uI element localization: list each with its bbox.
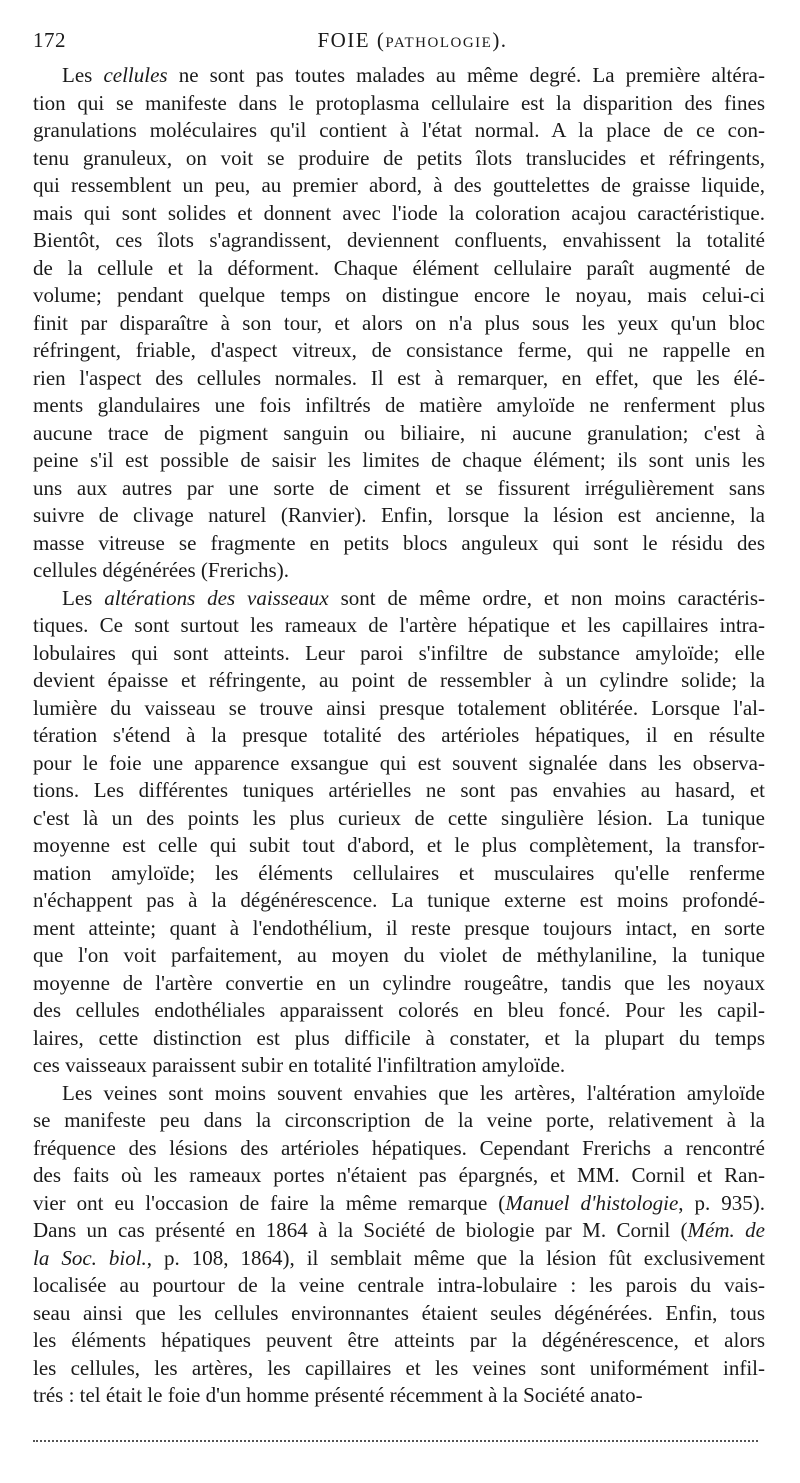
text-run: peine s'il est possible de saisir les limites de chaque élément; ils sont unis les — [33, 448, 765, 472]
text-line — [33, 1327, 765, 1355]
text-line — [33, 1382, 765, 1410]
text-line — [33, 970, 765, 998]
text-run: qui ressemblent un peu, au premier abord, à des gouttelettes de graisse liquide, — [33, 173, 765, 197]
text-run: des cellules endothéliales apparaissent colorés en bleu foncé. Pour les capil- — [33, 998, 765, 1022]
text-run: Les veines sont moins souvent envahies que les artères, l'altération amyloïde — [62, 1080, 765, 1105]
text-run: Les — [62, 63, 104, 87]
text-line — [33, 1080, 765, 1108]
text-run: mation amyloïde; les éléments cellulaires et musculaires qu'elle renferme — [33, 860, 765, 885]
text-run: des faits où les rameaux portes n'étaient pas épargnés, et MM. Cornil et Ran- — [33, 1163, 765, 1187]
italic-phrase: Mém. de — [687, 1218, 765, 1242]
italic-phrase: altérations des vaisseaux — [104, 585, 329, 610]
text-run: ces vaisseaux paraissent subir en totalité l'infiltration amyloïde. — [33, 1053, 566, 1077]
text-run: que l'on voit parfaitement, au moyen du violet de méthylaniline, la tunique — [33, 943, 765, 967]
text-line — [33, 117, 765, 145]
text-line — [33, 1272, 765, 1300]
text-line — [33, 282, 765, 310]
text-line — [33, 90, 765, 118]
text-line — [33, 557, 765, 585]
text-line — [33, 310, 765, 338]
text-line — [33, 860, 765, 888]
text-line — [33, 227, 765, 255]
running-header — [33, 28, 792, 58]
text-run: , p. 935). — [678, 1190, 765, 1215]
text-line — [33, 915, 765, 943]
text-run: ne sont pas toutes malades au même degré. La première altéra- — [167, 63, 765, 87]
text-line — [33, 145, 765, 173]
running-title-small: PATHOLOGIE — [385, 35, 493, 51]
text-run: lumière du vaisseau se trouve ainsi presque totalement oblitérée. Lorsque l'al- — [33, 695, 765, 720]
text-run: c'est là un des points les plus curieux de cette singulière lésion. La tunique — [33, 805, 765, 830]
text-line — [33, 337, 765, 365]
text-line — [33, 667, 765, 695]
text-line — [33, 530, 765, 558]
text-run: fréquence des lésions des artérioles hépatiques. Cependant Frerichs a rencontré — [33, 1135, 765, 1160]
text-run: granulations moléculaires qu'il contient à l'état normal. A la place de ce con- — [33, 118, 765, 142]
text-line — [33, 172, 765, 200]
text-line — [33, 777, 765, 805]
text-run: se manifeste peu dans la circonscription de la veine porte, relativement à la — [33, 1108, 765, 1132]
text-line — [33, 1245, 765, 1273]
text-run: seau ainsi que les cellules environnantes étaient seules dégénérées. Enfin, tous — [33, 1300, 765, 1325]
text-run: tération s'étend à la presque totalité des artérioles hépatiques, il en résulte — [33, 723, 765, 747]
text-run: , p. 108, 1864), il semblait même que la lésion fût exclusivement — [146, 1245, 765, 1270]
text-line — [33, 695, 765, 723]
text-line — [33, 887, 765, 915]
text-line — [33, 640, 765, 668]
text-run: pour le foie une apparence exsangue qui est souvent signalée dans les observa- — [33, 750, 765, 775]
text-run: n'échappent pas à la dégénérescence. La tunique externe est moins profondé- — [33, 888, 765, 912]
text-line — [33, 200, 765, 228]
text-run: moyenne est celle qui subit tout d'abord, et le plus complètement, la transfor- — [33, 833, 765, 857]
text-run: laires, cette distinction est plus difficile à constater, et la plupart du temps — [33, 1025, 765, 1050]
text-line — [33, 255, 765, 283]
footer-dotted-rule — [33, 1440, 758, 1442]
text-line — [33, 805, 765, 833]
text-line — [33, 447, 765, 475]
text-line — [33, 585, 765, 613]
text-line — [33, 502, 765, 530]
text-run: ment atteinte; quant à l'endothélium, il reste presque toujours intact, en sorte — [33, 915, 765, 940]
text-run: de la cellule et la déforment. Chaque élément cellulaire paraît augmenté de — [33, 255, 765, 280]
text-line — [33, 942, 765, 970]
text-run: sont de même ordre, et non moins caractéris- — [328, 585, 766, 610]
text-run: les cellules, les artères, les capillaires et les veines sont uniformément infil- — [33, 1355, 765, 1380]
body-text — [33, 62, 765, 1410]
text-run: trés : tel était le foie d'un homme présenté récemment à la Société anato- — [33, 1383, 643, 1407]
text-line — [33, 1355, 765, 1383]
text-run: lobulaires qui sont atteints. Leur paroi s'infiltre de substance amyloïde; elle — [33, 640, 765, 665]
text-run: finit par disparaître à son tour, et alors on n'a plus sous les yeux qu'un bloc — [33, 310, 765, 335]
page-number: 172 — [33, 28, 66, 52]
text-run: suivre de clivage naturel (Ranvier). Enfin, lorsque la lésion est ancienne, la — [33, 503, 765, 527]
text-line — [33, 475, 765, 503]
text-line — [33, 832, 765, 860]
italic-phrase: Manuel d'histologie — [505, 1190, 679, 1215]
text-line — [33, 1052, 765, 1080]
text-run: moyenne de l'artère convertie en un cylindre rougeâtre, tandis que les noyaux — [33, 970, 765, 995]
text-line — [33, 1190, 765, 1218]
running-title-end: ). — [492, 28, 508, 52]
text-line — [33, 1135, 765, 1163]
italic-phrase: la Soc. biol. — [33, 1245, 147, 1270]
italic-phrase: cellules — [103, 63, 168, 87]
paragraph — [33, 585, 765, 1080]
text-line — [33, 997, 765, 1025]
text-line — [33, 1217, 765, 1245]
text-run: rien l'aspect des cellules normales. Il est à remarquer, en effet, que les élé- — [33, 365, 765, 390]
text-run: tenu granuleux, on voit se produire de petits îlots translucides et réfringents, — [33, 145, 765, 170]
text-line — [33, 722, 765, 750]
text-run: uns aux autres par une sorte de ciment et se fissurent irrégulièrement sans — [33, 475, 765, 500]
text-run: devient épaisse et réfringente, au point de ressembler à un cylindre solide; la — [33, 668, 765, 692]
text-run: tiques. Ce sont surtout les rameaux de l'artère hépatique et les capillaires intra- — [33, 613, 765, 637]
text-run: tions. Les différentes tuniques artérielles ne sont pas envahies au hasard, et — [33, 778, 765, 802]
text-run: Les — [62, 585, 105, 610]
text-line — [33, 612, 765, 640]
text-run: aucune trace de pigment sanguin ou biliaire, ni aucune granulation; c'est à — [33, 420, 765, 445]
text-run: cellules dégénérées (Frerichs). — [33, 558, 289, 582]
running-title-main: FOIE ( — [317, 28, 386, 52]
text-run: Bientôt, ces îlots s'agrandissent, deviennent confluents, envahissent la totalité — [33, 228, 765, 252]
text-run: les éléments hépatiques peuvent être atteints par la dégénérescence, et alors — [33, 1328, 765, 1352]
text-run: ments glandulaires une fois infiltrés de matière amyloïde ne renferment plus — [33, 393, 765, 417]
text-run: vier ont eu l'occasion de faire la même remarque ( — [33, 1190, 506, 1215]
text-line — [33, 365, 765, 393]
text-line — [33, 1300, 765, 1328]
text-run: tion qui se manifeste dans le protoplasma cellulaire est la disparition des fines — [33, 90, 765, 115]
text-run: réfringent, friable, d'aspect vitreux, de consistance ferme, qui ne rappelle en — [33, 338, 765, 362]
paragraph — [33, 62, 765, 585]
text-line — [33, 1107, 765, 1135]
text-run: Dans un cas présenté en 1864 à la Société de biologie par M. Cornil ( — [33, 1218, 688, 1242]
text-run: localisée au pourtour de la veine centrale intra-lobulaire : les parois du vais- — [33, 1273, 765, 1297]
text-run: volume; pendant quelque temps on distingue encore le noyau, mais celui-ci — [33, 283, 765, 307]
text-line — [33, 420, 765, 448]
text-line — [33, 1025, 765, 1053]
paragraph — [33, 1080, 765, 1410]
text-line — [33, 62, 765, 90]
text-run: masse vitreuse se fragmente en petits blocs anguleux qui sont le résidu des — [33, 530, 765, 555]
text-line — [33, 392, 765, 420]
running-title — [33, 28, 792, 53]
text-line — [33, 750, 765, 778]
text-run: mais qui sont solides et donnent avec l'iode la coloration acajou caractéristique. — [33, 200, 765, 225]
text-line — [33, 1162, 765, 1190]
